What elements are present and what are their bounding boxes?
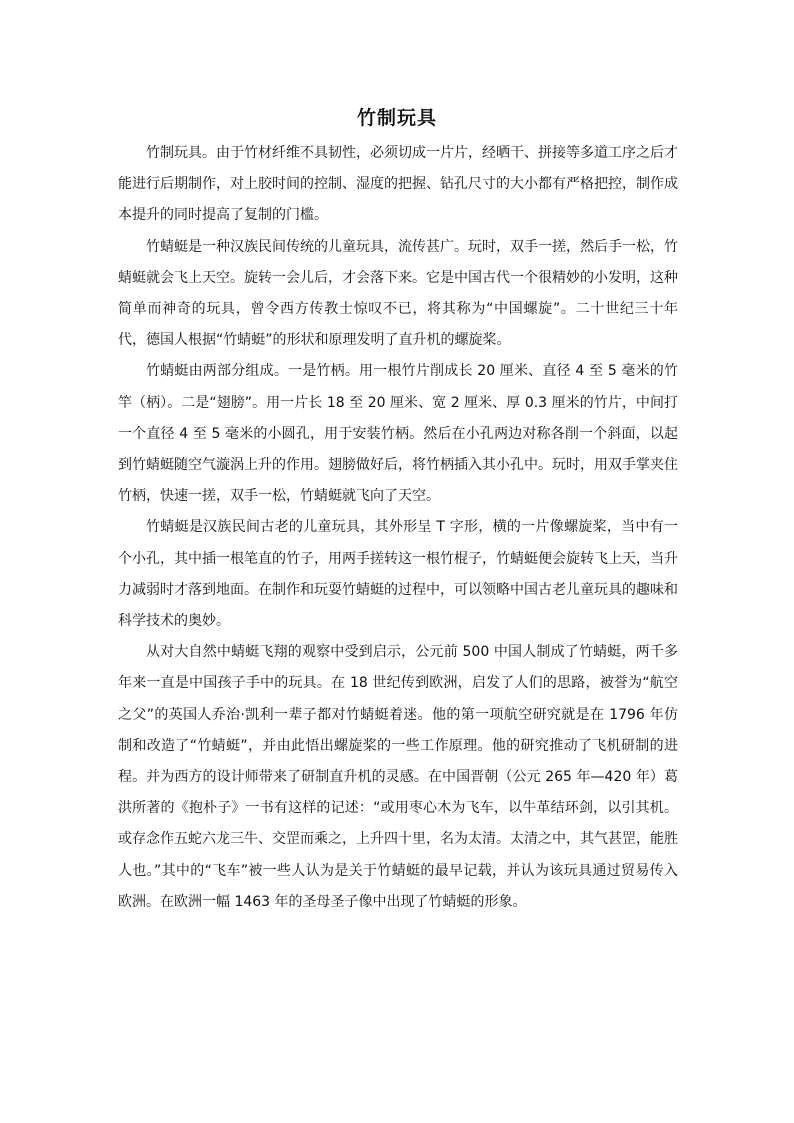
paragraph-5: 从对大自然中蜻蜓飞翔的观察中受到启示，公元前 500 中国人制成了竹蜻蜓，两千多年来一直是中国孩子手中的玩具。在 18 世纪传到欧洲，启发了人们的思路，被誉为“航空之父”的英国人乔治·凯利一辈子都对竹蜻蜓着迷。他的第一项航空研究就是在 1796 年仿制和改造了“竹蜻蜓”，并由此悟出螺旋桨的一些工作原理。他的研究推动了飞机研制的进程。并为西方的设计师带来了研制直升机的灵感。在中国晋朝（公元 265 年—420 年）葛洪所著的《抱朴子》一书有这样的记述：“或用枣心木为飞车，以牛革结环剑，以引其机。或存念作五蛇六龙三牛、交罡而乘之，上升四十里，名为太清。太清之中，其气甚罡，能胜人也。”其中的“飞车”被一些人认为是关于竹蜻蜓的最早记载，并认为该玩具通过贸易传入欧洲。在欧洲一幅 1463 年的圣母圣子像中出现了竹蜻蜓的形象。 [118, 644, 678, 910]
paragraph-4: 竹蜻蜓是汉族民间古老的儿童玩具，其外形呈 T 字形，横的一片像螺旋桨，当中有一个小孔，其中插一根笔直的竹子，用两手搓转这一根竹棍子，竹蜻蜓便会旋转飞上天，当升力减弱时才落到地面。在制作和玩耍竹蜻蜓的过程中，可以领略中国古老儿童玩具的趣味和科学技术的奥妙。 [118, 519, 678, 630]
document-body [118, 138, 678, 918]
document-title: 竹制玩具 [356, 107, 437, 129]
paragraph-1: 竹制玩具。由于竹材纤维不具韧性，必须切成一片片，经晒干、拼接等多道工序之后才能进行后期制作，对上胶时间的控制、湿度的把握、钻孔尺寸的大小都有严格把控，制作成本提升的同时提高了复制的门槛。 [118, 145, 678, 224]
paragraph-2: 竹蜻蜓是一种汉族民间传统的儿童玩具，流传甚广。玩时，双手一搓，然后手一松，竹蜻蜓就会飞上天空。旋转一会儿后，才会落下来。它是中国古代一个很精妙的小发明，这种简单而神奇的玩具，曾令西方传教士惊叹不已，将其称为“中国螺旋”。二十世纪三十年代，德国人根据“竹蜻蜓”的形状和原理发明了直升机的螺旋桨。 [118, 238, 678, 349]
paragraph-3: 竹蜻蜓由两部分组成。一是竹柄。用一根竹片削成长 20 厘米、直径 4 至 5 毫米的竹竿（柄）。二是“翅膀”。用一片长 18 至 20 厘米、宽 2 厘米、厚 0.3 厘米的竹片，中间打一个直径 4 至 5 毫米的小圆孔，用于安装竹柄。然后在小孔两边对称各削一个斜面，以起到竹蜻蜓随空气漩涡上升的作用。翅膀做好后，将竹柄插入其小孔中。玩时，用双手掌夹住竹柄，快速一搓，双手一松，竹蜻蜓就飞向了天空。 [118, 363, 678, 505]
